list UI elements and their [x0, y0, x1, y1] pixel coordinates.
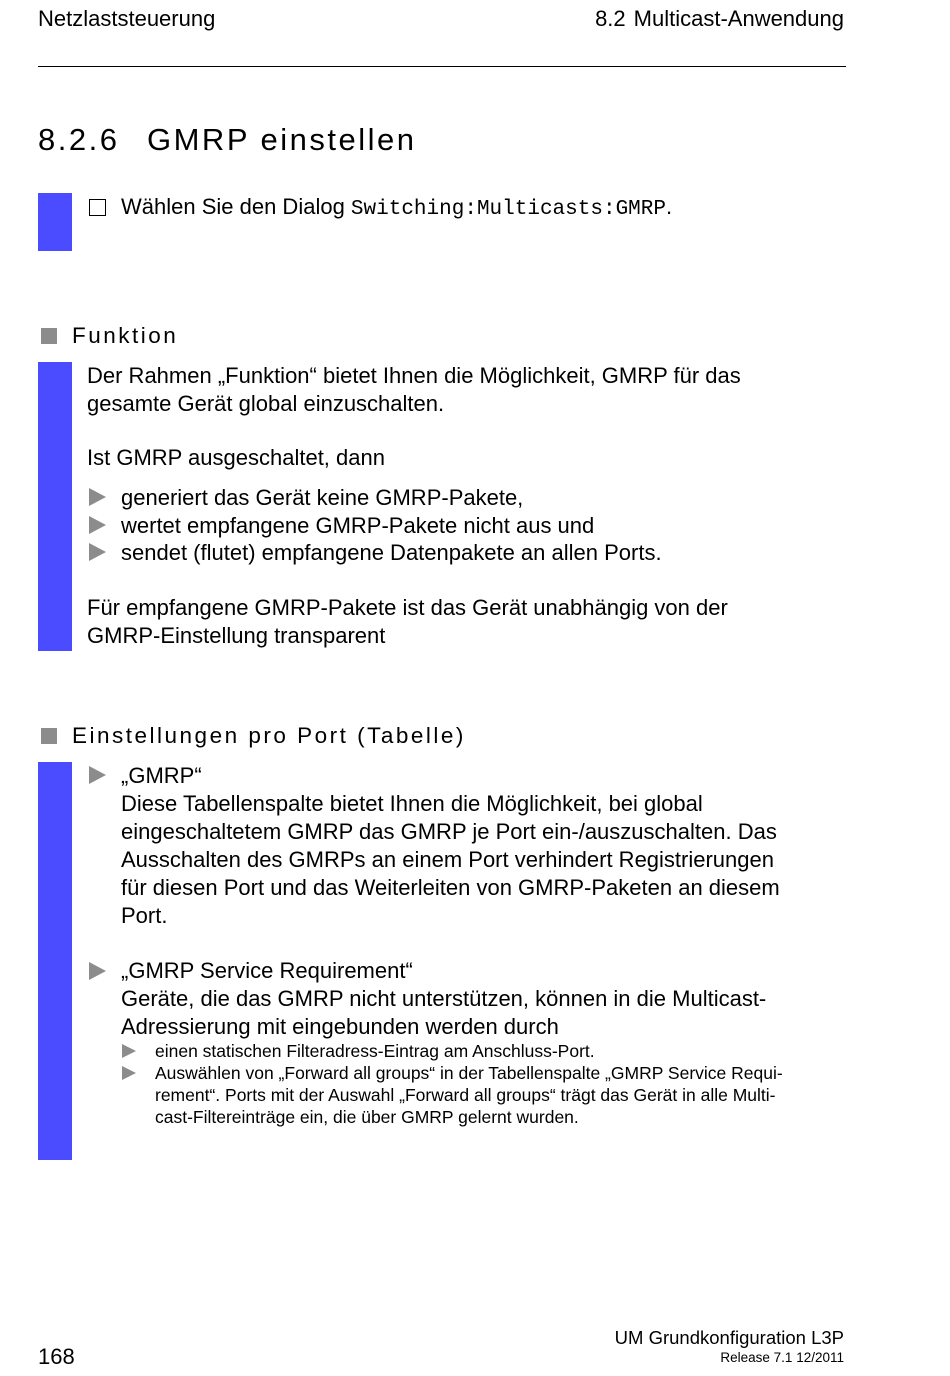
- port-settings-heading: Einstellungen pro Port (Tabelle): [72, 723, 466, 748]
- sub-bullet-line: Auswählen von „Forward all groups“ in der Tabellenspalte „GMRP Service Requi-: [155, 1063, 783, 1083]
- port-setting-line: Adressierung mit eingebunden werden durch: [121, 1014, 559, 1039]
- funktion-bullet: wertet empfangene GMRP-Pakete nicht aus und: [121, 513, 595, 538]
- square-bullet-icon: [41, 728, 57, 744]
- dialog-path: Switching:Multicasts:GMRP: [350, 198, 666, 221]
- step-text-end: .: [665, 194, 673, 219]
- funktion-paragraph-2: [87, 594, 728, 650]
- port-setting-title: „GMRP Service Requirement“: [121, 958, 413, 983]
- port-setting-line: für diesen Port und das Weiterleiten von GMRP-Paketen an diesem: [121, 875, 780, 900]
- release-info: Release 7.1 12/2011: [720, 1350, 844, 1365]
- header-divider: [38, 66, 846, 67]
- funktion-accent-bar: [38, 362, 72, 651]
- section-number: 8.2.6: [38, 122, 120, 157]
- triangle-bullet-icon: [89, 543, 106, 561]
- triangle-bullet-icon: [89, 766, 106, 784]
- step-instruction: [121, 194, 672, 221]
- triangle-bullet-icon: [122, 1066, 136, 1080]
- running-header-chapter: Netzlaststeuerung: [38, 6, 216, 31]
- step-accent-bar: [38, 193, 72, 251]
- funktion-paragraph-line: GMRP-Einstellung transparent: [87, 623, 386, 648]
- running-header-section: [595, 6, 844, 32]
- section-title: GMRP einstellen: [147, 122, 417, 157]
- square-bullet-icon: [41, 328, 57, 344]
- funktion-paragraph-line: Für empfangene GMRP-Pakete ist das Gerät unabhängig von der: [87, 595, 728, 620]
- port-setting-item-gmrp: [121, 762, 780, 930]
- triangle-bullet-icon: [89, 962, 106, 980]
- triangle-bullet-icon: [89, 488, 106, 506]
- triangle-bullet-icon: [89, 516, 106, 534]
- port-setting-line: Port.: [121, 903, 168, 928]
- sub-bullet-forward-all-groups: [155, 1062, 783, 1128]
- manual-title: UM Grundkonfiguration L3P: [614, 1327, 844, 1348]
- running-header-section-title: Multicast-Anwendung: [633, 6, 844, 31]
- sub-bullet-line: cast-Filtereinträge ein, die über GMRP gelernt wurden.: [155, 1107, 579, 1127]
- port-setting-title: „GMRP“: [121, 763, 202, 788]
- funktion-bullet: sendet (flutet) empfangene Datenpakete an allen Ports.: [121, 540, 662, 565]
- funktion-paragraph-line: Der Rahmen „Funktion“ bietet Ihnen die Möglichkeit, GMRP für das: [87, 363, 741, 388]
- port-setting-line: eingeschaltetem GMRP das GMRP je Port ein-/auszuschalten. Das: [121, 819, 777, 844]
- port-setting-line: Diese Tabellenspalte bietet Ihnen die Möglichkeit, bei global: [121, 791, 703, 816]
- port-settings-accent-bar: [38, 762, 72, 1160]
- triangle-bullet-icon: [122, 1044, 136, 1058]
- funktion-bullet: generiert das Gerät keine GMRP-Pakete,: [121, 485, 524, 510]
- sub-bullet-line: rement“. Ports mit der Auswahl „Forward all groups“ trägt das Gerät in alle Multi-: [155, 1085, 776, 1105]
- funktion-paragraph-line: gesamte Gerät global einzuschalten.: [87, 391, 445, 416]
- port-setting-line: Geräte, die das GMRP nicht unterstützen, können in die Multicast-: [121, 986, 767, 1011]
- funktion-paragraph: [87, 362, 741, 418]
- step-text: Wählen Sie den Dialog: [121, 194, 351, 219]
- page-number: 168: [38, 1344, 75, 1369]
- section-heading: [38, 122, 417, 158]
- funktion-intro: Ist GMRP ausgeschaltet, dann: [87, 445, 385, 470]
- running-header-section-number: 8.2: [595, 6, 626, 31]
- funktion-heading: Funktion: [72, 323, 179, 348]
- sub-bullet-static-filter: einen statischen Filteradress-Eintrag am Anschluss-Port.: [155, 1041, 595, 1061]
- step-checkbox[interactable]: [89, 199, 106, 216]
- port-setting-line: Ausschalten des GMRPs an einem Port verhindert Registrierungen: [121, 847, 774, 872]
- port-setting-item-service-requirement: [121, 957, 766, 1041]
